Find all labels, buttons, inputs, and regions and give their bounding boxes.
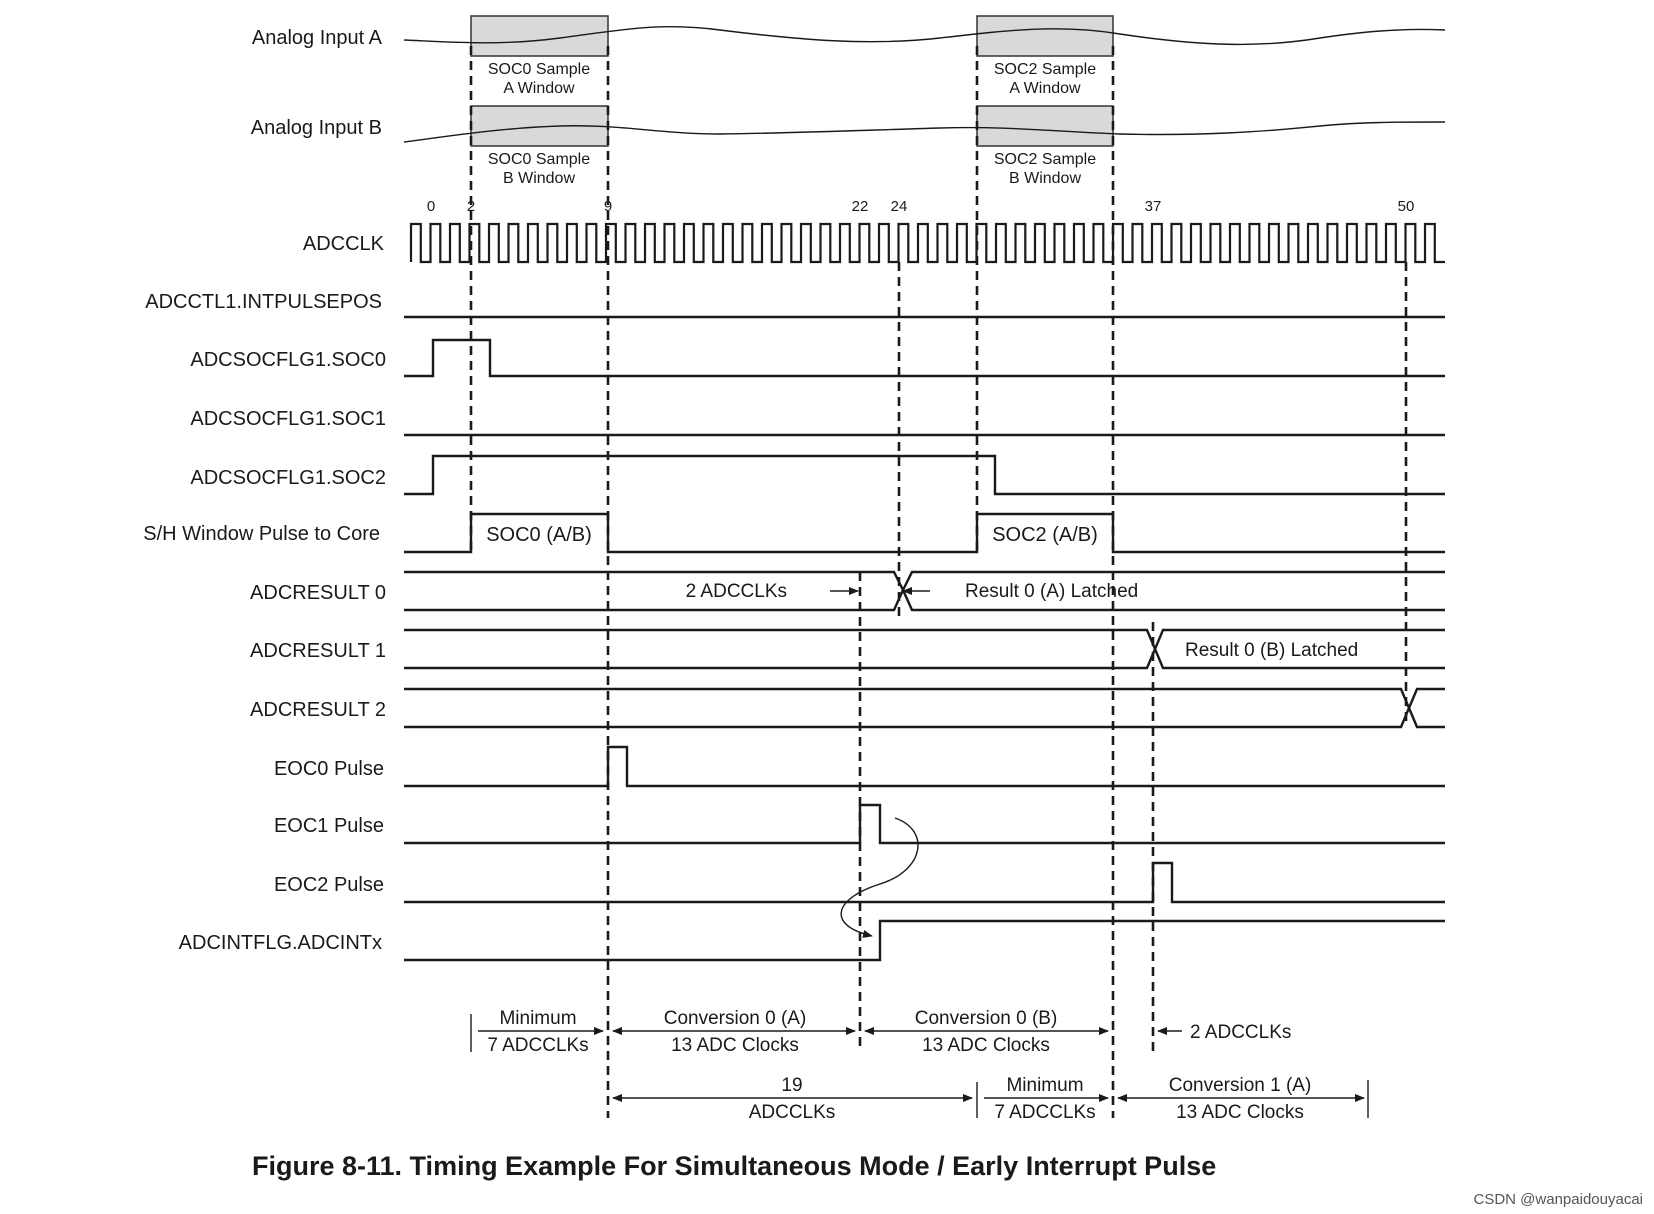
min1-line2: 7 ADCCLKs (487, 1035, 589, 1056)
soc0-pulse-label: SOC0 (A/B) (486, 524, 592, 546)
soc0-flag-wave (404, 340, 1445, 376)
result0-latched-label: Result 0 (A) Latched (965, 581, 1139, 602)
figure-caption: Figure 8-11. Timing Example For Simultaneous Mode / Early Interrupt Pulse (252, 1151, 1217, 1181)
waveforms (404, 317, 1445, 960)
tick-9: 9 (603, 198, 613, 215)
label-sh-window-pulse: S/H Window Pulse to Core (143, 523, 380, 545)
label-intpulsepos: ADCCTL1.INTPULSEPOS (145, 291, 382, 313)
tick-22: 22 (851, 198, 869, 215)
soc2-b-window-shade (977, 106, 1113, 146)
soc0-b-window-line2: B Window (502, 170, 576, 187)
clock-tick-labels (427, 198, 1415, 215)
label-eoc2-pulse: EOC2 Pulse (273, 874, 384, 896)
label-adcintflg: ADCINTFLG.ADCINTx (178, 932, 382, 954)
min2-line2: 7 ADCCLKs (994, 1102, 1096, 1123)
nineteen-line1: 19 (781, 1075, 803, 1096)
conv1a-line1: Conversion 1 (A) (1168, 1075, 1312, 1096)
eoc0-pulse-wave (404, 747, 1445, 786)
soc0-b-window-line1: SOC0 Sample (487, 151, 591, 168)
eoc1-pulse-wave (404, 805, 1445, 843)
label-adcresult0: ADCRESULT 0 (250, 582, 386, 604)
conv0b-line2: 13 ADC Clocks (922, 1035, 1050, 1056)
min1-line1: Minimum (499, 1008, 577, 1029)
label-soc0-flag: ADCSOCFLG1.SOC0 (190, 349, 386, 371)
watermark: CSDN @wanpaidouyacai (1473, 1191, 1643, 1208)
soc2-a-window-line1: SOC2 Sample (993, 61, 1097, 78)
conv0a-line1: Conversion 0 (A) (663, 1008, 807, 1029)
soc2-flag-wave (404, 456, 1445, 494)
label-adcclk: ADCCLK (302, 233, 384, 255)
soc2-b-window-line2: B Window (1008, 170, 1082, 187)
interval-dimensions (471, 1008, 1368, 1123)
soc0-a-window-line1: SOC0 Sample (487, 61, 591, 78)
conv1a-line2: 13 ADC Clocks (1176, 1102, 1304, 1123)
label-eoc1-pulse: EOC1 Pulse (273, 815, 384, 837)
soc2-a-window-shade (977, 16, 1113, 56)
min2-line1: Minimum (1006, 1075, 1084, 1096)
soc2-b-window-line1: SOC2 Sample (993, 151, 1097, 168)
label-soc1-flag: ADCSOCFLG1.SOC1 (190, 408, 386, 430)
result0-two-clks-label: 2 ADCCLKs (685, 581, 787, 602)
conv0a-line2: 13 ADC Clocks (671, 1035, 799, 1056)
tick-2: 2 (466, 198, 476, 215)
adcclk-waveform (411, 224, 1445, 262)
result1-latched-label: Result 0 (B) Latched (1185, 640, 1359, 661)
label-adcresult1: ADCRESULT 1 (250, 640, 386, 662)
soc0-a-window-shade (471, 16, 608, 56)
soc0-a-window-line2: A Window (503, 80, 575, 97)
adcintflg-wave (404, 921, 1445, 960)
tick-50: 50 (1397, 198, 1415, 215)
label-eoc0-pulse: EOC0 Pulse (273, 758, 384, 780)
two-clks-label: 2 ADCCLKs (1190, 1022, 1292, 1043)
label-analog-input-a: Analog Input A (251, 27, 382, 49)
soc2-pulse-label: SOC2 (A/B) (992, 524, 1098, 546)
label-adcresult2: ADCRESULT 2 (250, 699, 386, 721)
tick-0: 0 (426, 198, 436, 215)
tick-37: 37 (1144, 198, 1162, 215)
conv0b-line1: Conversion 0 (B) (914, 1008, 1058, 1029)
soc2-a-window-line2: A Window (1009, 80, 1081, 97)
tick-24: 24 (890, 198, 908, 215)
eoc2-pulse-wave (404, 863, 1445, 902)
nineteen-line2: ADCCLKs (748, 1102, 836, 1123)
label-analog-input-b: Analog Input B (250, 117, 382, 139)
adcresult2-bus (404, 689, 1445, 727)
label-soc2-flag: ADCSOCFLG1.SOC2 (190, 467, 386, 489)
signal-labels (143, 27, 386, 954)
